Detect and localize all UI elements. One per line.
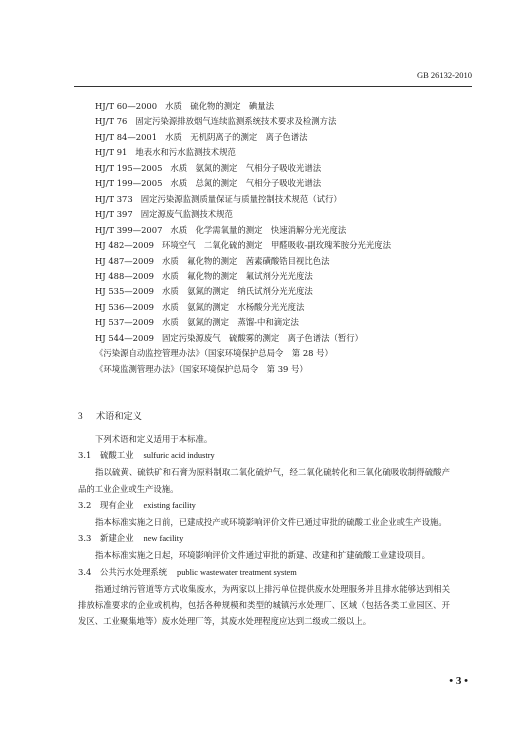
- term-definition: 指通过纳污管道等方式收集废水，为两家以上排污单位提供废水处理服务并且排水能够达到相关排放标准要求的企业或机构，包括各种规模和类型的城镇污水处理厂、区域（包括各类工业园区、开发区、工业聚集地等）废水处理厂等，其废水处理程度应达到二级或二级以上。: [78, 583, 450, 627]
- reference-title: 《污染源自动监控管理办法》（国家环境保护总局令 第 28 号）: [95, 348, 333, 359]
- reference-item: [95, 284, 475, 299]
- reference-item: [95, 130, 475, 145]
- term-en: new facility: [143, 534, 184, 544]
- reference-title: 固定污染源监测质量保证与质量控制技术规范（试行）: [140, 193, 342, 204]
- reference-item: [95, 176, 475, 191]
- reference-title: 固定污染源废气 硫酸雾的测定 离子色谱法（暂行）: [162, 332, 363, 343]
- term-en: sulfuric acid industry: [143, 451, 215, 461]
- term-definition: 指本标准实施之日起，环境影响评价文件通过审批的新建、改建和扩建硫酸工业建设项目。: [95, 550, 430, 561]
- term-number: 3.3: [78, 533, 92, 544]
- reference-code: HJ/T 373: [95, 193, 133, 204]
- reference-title: 水质 氨氮的测定 水杨酸分光光度法: [162, 301, 305, 312]
- section-title: 术语和定义: [96, 411, 142, 421]
- reference-item: [95, 346, 475, 361]
- reference-code: HJ/T 60—2000: [95, 101, 158, 111]
- reference-item: [95, 254, 475, 269]
- term-number: 3.1: [78, 450, 92, 461]
- standard-code: GB 26132-2010: [416, 70, 472, 80]
- term-zh: 新建企业: [100, 533, 134, 544]
- term-en: public wastewater treatment system: [177, 567, 297, 577]
- reference-title: 固定源废气监测技术规范: [140, 209, 233, 220]
- page-number: • 3 •: [449, 675, 468, 687]
- reference-item: [95, 362, 475, 377]
- reference-code: HJ/T 397: [95, 209, 133, 220]
- normative-references-list: [95, 99, 475, 377]
- reference-code: HJ/T 195—2005: [95, 162, 163, 173]
- reference-title: 《环境监测管理办法》（国家环境保护总局令 第 39 号）: [95, 363, 308, 374]
- reference-code: HJ 482—2009: [95, 240, 154, 251]
- reference-title: 水质 氟化物的测定 氟试剂分光光度法: [162, 270, 313, 281]
- reference-item: [95, 161, 475, 176]
- reference-code: HJ/T 199—2005: [95, 178, 163, 189]
- term-definition: 指本标准实施之日前，已建成投产或环境影响评价文件已通过审批的硫酸工业企业或生产设施。: [95, 517, 447, 528]
- header-divider: [74, 86, 472, 87]
- reference-item: [95, 238, 475, 253]
- reference-code: HJ 487—2009: [95, 255, 154, 266]
- term-definition: 指以硫黄、硫铁矿和石膏为原料制取二氧化硫炉气，经二氧化硫转化和三氧化硫吸收制得硫酸产品的工业企业或生产设施。: [78, 467, 450, 494]
- reference-title: 水质 氨氮的测定 蒸馏-中和滴定法: [162, 317, 299, 328]
- section-number: 3: [78, 411, 83, 421]
- reference-item: [95, 99, 475, 114]
- reference-title: 固定污染源排放烟气连续监测系统技术要求及检测方法: [135, 116, 337, 127]
- reference-item: [95, 269, 475, 284]
- reference-code: HJ 537—2009: [95, 317, 154, 328]
- reference-title: 水质 氨氮的测定 纳氏试剂分光光度法: [162, 286, 313, 297]
- section-heading: [78, 408, 142, 422]
- term-heading: [78, 447, 450, 464]
- reference-item: [95, 192, 475, 207]
- reference-item: [95, 300, 475, 315]
- reference-title: 地表水和污水监测技术规范: [135, 147, 236, 158]
- term-heading: [78, 497, 450, 514]
- reference-code: HJ/T 91: [95, 147, 128, 158]
- reference-title: 水质 无机阴离子的测定 离子色谱法: [165, 131, 308, 142]
- term-heading: [78, 530, 450, 547]
- reference-item: [95, 114, 475, 129]
- term-zh: 公共污水处理系统: [100, 566, 167, 577]
- terms-body: [78, 431, 450, 629]
- reference-title: 水质 氟化物的测定 茜素磺酸锆目视比色法: [162, 255, 330, 266]
- reference-item: [95, 207, 475, 222]
- term-zh: 现有企业: [100, 499, 134, 510]
- reference-code: HJ 535—2009: [95, 286, 154, 297]
- term-zh: 硫酸工业: [100, 450, 134, 461]
- reference-title: 水质 氨氮的测定 气相分子吸收光谱法: [170, 162, 322, 173]
- reference-code: HJ/T 399—2007: [95, 224, 163, 235]
- reference-item: [95, 145, 475, 160]
- intro-paragraph: 下列术语和定义适用于本标准。: [95, 434, 213, 444]
- reference-title: 水质 硫化物的测定 碘量法: [165, 101, 274, 111]
- reference-code: HJ 544—2009: [95, 332, 154, 343]
- reference-item: [95, 331, 475, 346]
- reference-item: [95, 223, 475, 238]
- term-number: 3.2: [78, 499, 92, 510]
- term-en: existing facility: [143, 500, 196, 510]
- reference-title: 水质 化学需氧量的测定 快速消解分光光度法: [170, 224, 347, 235]
- reference-code: HJ/T 84—2001: [95, 131, 158, 142]
- reference-title: 环境空气 二氧化硫的测定 甲醛吸收-副玫瑰苯胺分光光度法: [162, 240, 391, 251]
- reference-code: HJ 488—2009: [95, 270, 154, 281]
- reference-code: HJ 536—2009: [95, 301, 154, 312]
- reference-item: [95, 315, 475, 330]
- reference-code: HJ/T 76: [95, 116, 128, 127]
- reference-title: 水质 总氮的测定 气相分子吸收光谱法: [170, 178, 322, 189]
- term-number: 3.4: [78, 566, 92, 577]
- term-heading: [78, 564, 450, 581]
